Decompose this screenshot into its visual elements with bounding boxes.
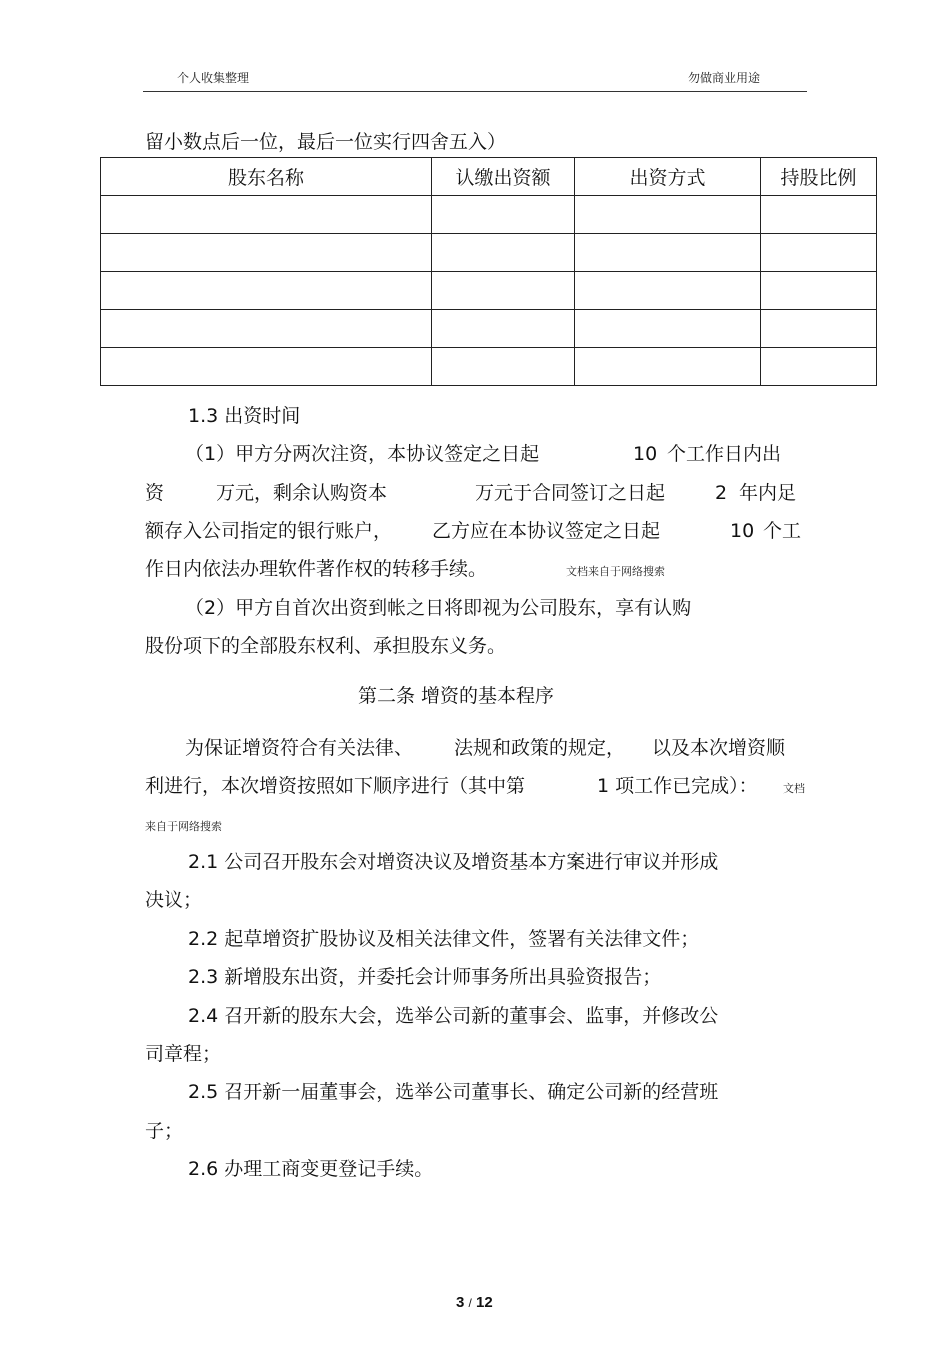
table-header-row — [101, 158, 877, 196]
table-cell — [432, 234, 575, 272]
para-1-line-2d: 2 — [715, 482, 728, 504]
table-cell — [761, 234, 877, 272]
para-1-line-1b: 10 — [633, 443, 658, 465]
header-divider — [143, 91, 807, 92]
para-1-line-2e: 年内足 — [739, 482, 797, 504]
source-note: 文档来自于网络搜索 — [566, 565, 665, 578]
table-cell — [761, 310, 877, 348]
article-2-intro-line-2b: 1 项工作已完成）： — [597, 775, 758, 797]
table-cell — [432, 196, 575, 234]
table-cell — [761, 196, 877, 234]
item-2-4-line-2: 司章程； — [145, 1043, 222, 1065]
table-cell — [101, 348, 432, 386]
col-header-subscribed-capital: 认缴出资额 — [432, 158, 575, 196]
article-2-intro-line-2a: 利进行，本次增资按照如下顺序进行（其中第 — [145, 775, 526, 797]
para-1-line-2b: 万元，剩余认购资本 — [216, 482, 388, 504]
para-1-line-3c: 10 — [730, 520, 755, 542]
item-2-5-line-1: 2.5 召开新一届董事会，选举公司董事长、确定公司新的经营班 — [188, 1081, 719, 1103]
col-header-shareholder-name: 股东名称 — [101, 158, 432, 196]
table-cell — [432, 348, 575, 386]
table-cell — [101, 196, 432, 234]
item-2-1-line-2: 决议； — [145, 889, 203, 911]
col-header-shareholding-ratio: 持股比例 — [761, 158, 877, 196]
table-cell — [575, 310, 761, 348]
intro-line: 留小数点后一位，最后一位实行四舍五入） — [145, 131, 507, 153]
source-note-a: 文档 — [783, 782, 805, 795]
article-2-intro-line-1a: 为保证增资符合有关法律、 — [185, 737, 414, 759]
para-2-line-1: （2）甲方自首次出资到帐之日将即视为公司股东，享有认购 — [185, 597, 692, 619]
para-1-line-1c: 个工作日内出 — [667, 443, 782, 465]
table-row — [101, 196, 877, 234]
table-cell — [432, 310, 575, 348]
table-cell — [101, 310, 432, 348]
table-cell — [101, 234, 432, 272]
col-header-contribution-method: 出资方式 — [575, 158, 761, 196]
table-cell — [575, 272, 761, 310]
item-2-6: 2.6 办理工商变更登记手续。 — [188, 1158, 434, 1180]
para-1-line-2c: 万元于合同签订之日起 — [475, 482, 666, 504]
table-row — [101, 272, 877, 310]
article-2-intro-line-1c: 以及本次增资顺 — [652, 737, 786, 759]
table-cell — [575, 348, 761, 386]
table-cell — [575, 196, 761, 234]
page-total: 12 — [476, 1294, 493, 1311]
table-cell — [761, 348, 877, 386]
item-2-4-line-1: 2.4 召开新的股东大会，选举公司新的董事会、监事，并修改公 — [188, 1005, 719, 1027]
para-2-line-2: 股份项下的全部股东权利、承担股东义务。 — [145, 635, 507, 657]
table-row — [101, 310, 877, 348]
shareholder-table — [100, 157, 877, 386]
article-2-intro-line-1b: 法规和政策的规定， — [454, 737, 626, 759]
item-2-3: 2.3 新增股东出资，并委托会计师事务所出具验资报告； — [188, 966, 662, 988]
page-current: 3 — [456, 1294, 465, 1311]
table-cell — [575, 234, 761, 272]
table-cell — [432, 272, 575, 310]
para-1-line-3d: 个工 — [763, 520, 802, 542]
page-separator: / — [468, 1296, 472, 1310]
header-right-text: 勿做商业用途 — [688, 71, 761, 85]
section-1-3-heading: 1.3 出资时间 — [188, 405, 301, 427]
para-1-line-4: 作日内依法办理软件著作权的转移手续。 — [145, 558, 488, 580]
table-cell — [101, 272, 432, 310]
item-2-2: 2.2 起草增资扩股协议及相关法律文件，签署有关法律文件； — [188, 928, 700, 950]
para-1-line-3a: 额存入公司指定的银行账户， — [145, 520, 393, 542]
item-2-5-line-2: 子； — [145, 1120, 184, 1142]
item-2-1-line-1: 2.1 公司召开股东会对增资决议及增资基本方案进行审议并形成 — [188, 851, 719, 873]
table-cell — [761, 272, 877, 310]
para-1-line-1a: （1）甲方分两次注资，本协议签定之日起 — [185, 443, 540, 465]
article-2-title: 第二条 增资的基本程序 — [358, 685, 555, 707]
table-row — [101, 234, 877, 272]
para-1-line-2a: 资 — [145, 482, 165, 504]
table-row — [101, 348, 877, 386]
page-number — [456, 1294, 493, 1311]
para-1-line-3b: 乙方应在本协议签定之日起 — [432, 520, 661, 542]
source-note-b: 来自于网络搜索 — [145, 820, 222, 833]
header-left-text: 个人收集整理 — [177, 71, 250, 85]
